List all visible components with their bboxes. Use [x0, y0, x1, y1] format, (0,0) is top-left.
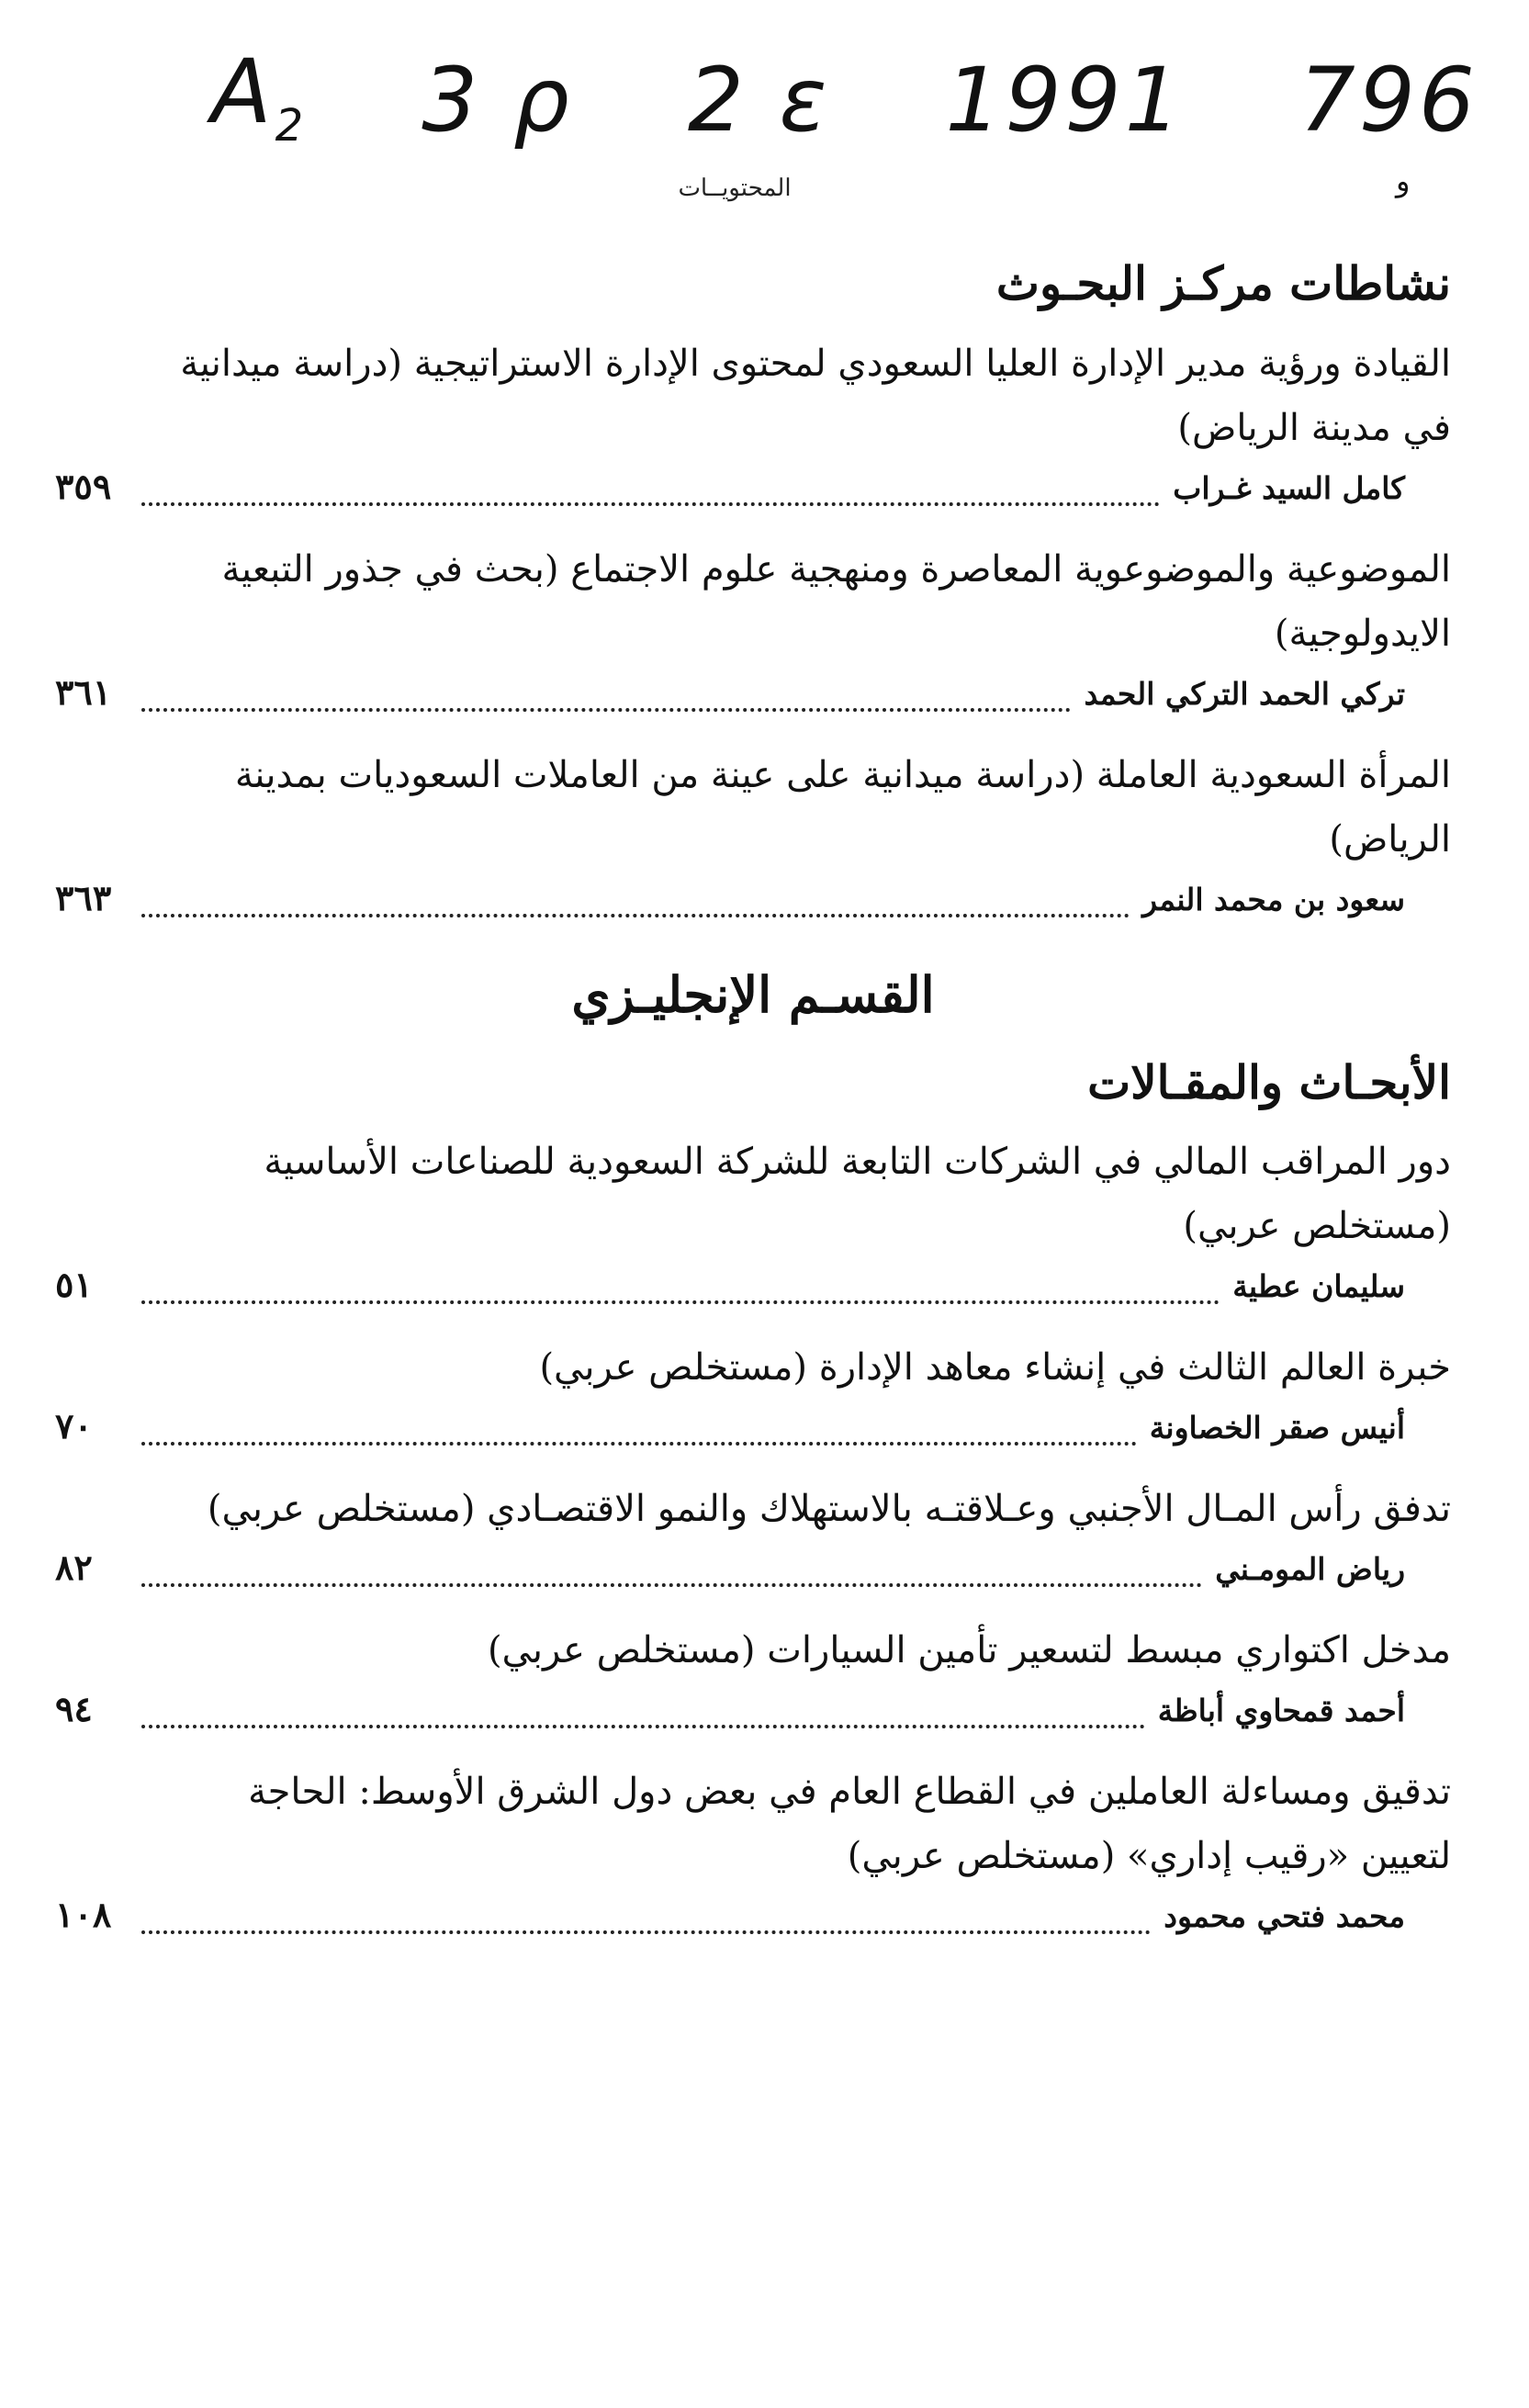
entry-leader-line	[55, 1405, 1451, 1458]
section-title-research-center: نشاطات مركـز البحـوث	[995, 256, 1451, 310]
entry-leader-line	[55, 1264, 1451, 1317]
entry-page-number: ٣٦١	[55, 670, 112, 713]
entry-author: أحمد قمحاوي أباظة	[1157, 1693, 1405, 1728]
running-head: المحتويــات	[678, 174, 792, 202]
dot-leader	[141, 914, 1130, 917]
toc-entry	[55, 537, 1451, 725]
toc-entry	[55, 1130, 1451, 1317]
entry-title: خبرة العالم الثالث في إنشاء معاهد الإدارة (مستخلص عربي)	[539, 1346, 1451, 1389]
entry-page-number: ٨٢	[55, 1547, 93, 1588]
toc-entry	[55, 1760, 1451, 1947]
dot-leader	[141, 708, 1071, 712]
entry-leader-line	[55, 877, 1451, 930]
dot-leader	[141, 1442, 1137, 1446]
handwritten-2e: 2 ε	[687, 49, 831, 152]
entry-page-number: ١٠٨	[55, 1894, 112, 1935]
entry-title: المرأة السعودية العاملة (دراسة ميدانية على عينة من العاملات السعوديات بمدينة الرياض)	[234, 753, 1451, 861]
entry-page-number: ٣٥٩	[55, 465, 112, 507]
entry-leader-line	[55, 466, 1451, 519]
entry-leader-line	[55, 671, 1451, 725]
handwritten-year: 1991	[945, 49, 1185, 152]
entry-page-number: ٧٠	[55, 1405, 93, 1446]
toc-entry	[55, 332, 1451, 519]
entry-author: تركي الحمد التركي الحمد	[1084, 675, 1405, 712]
entry-author: سعود بن محمد النمر	[1142, 881, 1405, 917]
entry-title: القيادة ورؤية مدير الإدارة العليا السعودي لمحتوى الإدارة الاستراتيجية (دراسة ميدانية في مدينة الرياض)	[180, 342, 1451, 449]
entry-author: محمد فتحي محمود	[1164, 1898, 1405, 1934]
dot-leader	[141, 1930, 1151, 1934]
handwritten-annotation	[211, 23, 1478, 152]
entry-title: مدخل اكتواري مبسط لتسعير تأمين السيارات (مستخلص عربي)	[487, 1629, 1451, 1671]
entry-title: دور المراقب المالي في الشركات التابعة للشركة السعودية للصناعات الأساسية (مستخلص عربي)	[264, 1141, 1451, 1247]
dot-leader	[141, 1300, 1220, 1304]
table-of-contents	[55, 234, 1451, 1965]
entry-page-number: ٥١	[55, 1264, 93, 1305]
dot-leader	[141, 502, 1160, 506]
entry-author: سليمان عطية	[1232, 1268, 1405, 1304]
entry-leader-line	[55, 1894, 1451, 1947]
handwritten-number: 796	[1299, 49, 1478, 152]
toc-entry	[55, 1618, 1451, 1741]
section-title-articles: الأبحـاث والمقـالات	[1087, 1054, 1451, 1109]
entry-leader-line	[55, 1547, 1451, 1600]
toc-entry	[55, 1477, 1451, 1600]
entry-page-number: ٣٦٣	[55, 876, 112, 918]
entry-author: أنيس صقر الخصاونة	[1149, 1410, 1405, 1446]
entry-title: تدفق رأس المـال الأجنبي وعـلاقتـه بالاستهلاك والنمو الاقتصـادي (مستخلص عربي)	[207, 1488, 1451, 1530]
toc-entry	[55, 743, 1451, 930]
dot-leader	[141, 1725, 1145, 1728]
entry-author: كامل السيد غـراب	[1173, 469, 1405, 506]
entry-page-number: ٩٤	[55, 1688, 93, 1729]
part-title-english-section: القسـم الإنجليـزي	[571, 964, 935, 1024]
toc-entry	[55, 1335, 1451, 1458]
entry-title: تدقيق ومساءلة العاملين في القطاع العام في بعض دول الشرق الأوسط: الحاجة لتعيين «رقيب إداري» (مستخلص عربي)	[248, 1771, 1451, 1877]
dot-leader	[141, 1583, 1202, 1587]
entry-title: الموضوعية والموضوعوية المعاصرة ومنهجية علوم الاجتماع (بحث في جذور التبعية الايدولوجية)	[221, 547, 1451, 655]
handwritten-3p: 3 ρ	[422, 49, 573, 152]
handwritten-a: $A_2$	[211, 39, 308, 152]
entry-author: رياض المومـني	[1215, 1551, 1405, 1587]
page-letter: و	[1396, 163, 1411, 198]
entry-leader-line	[55, 1688, 1451, 1741]
